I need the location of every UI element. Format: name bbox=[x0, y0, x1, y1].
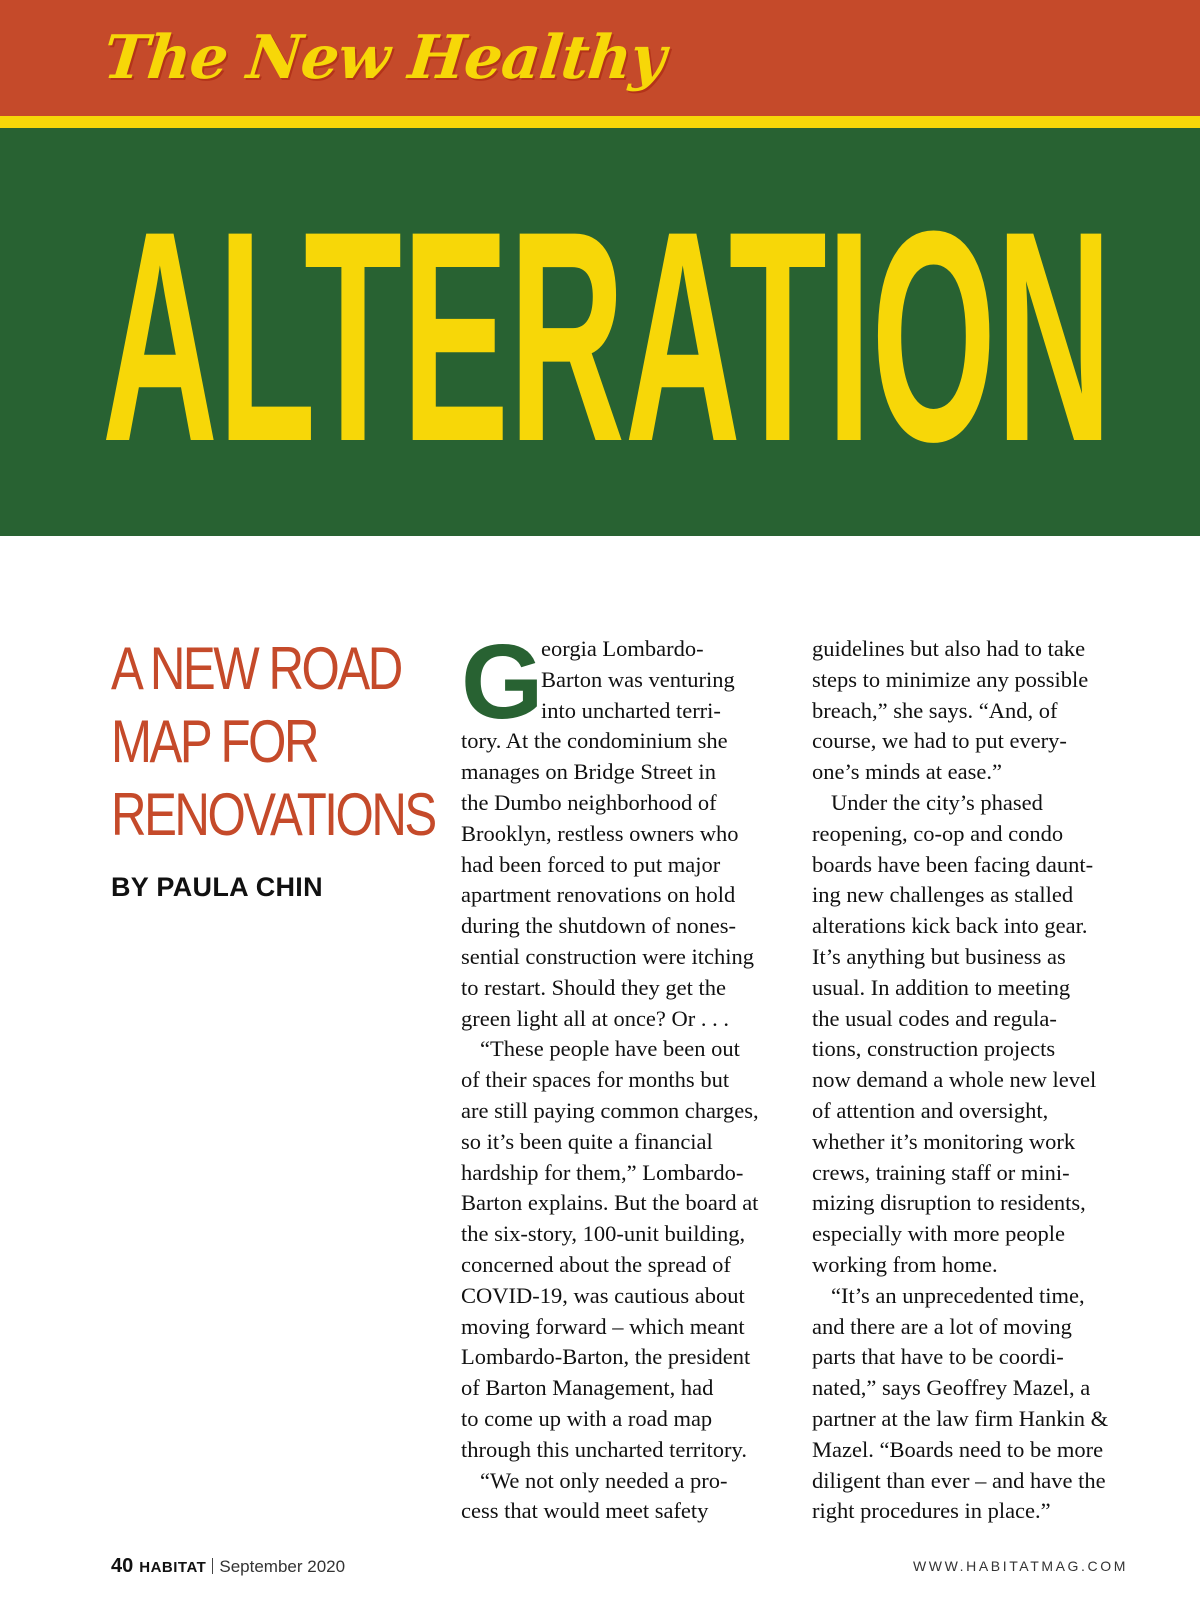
article-line: hardship for them,” Lombardo- bbox=[461, 1159, 744, 1185]
article-line: Barton explains. But the board at bbox=[461, 1190, 759, 1216]
article-line: of attention and oversight, bbox=[812, 1097, 1049, 1123]
article-line: cess that would meet safety bbox=[461, 1498, 709, 1524]
article-line: usual. In addition to meeting bbox=[812, 974, 1071, 1000]
article-line: concerned about the spread of bbox=[461, 1251, 731, 1277]
drop-cap: G bbox=[461, 623, 544, 741]
deck-title bbox=[111, 632, 435, 851]
article-line: alterations kick back into gear. bbox=[812, 913, 1088, 939]
deck-line: A NEW ROAD bbox=[111, 635, 401, 702]
section-kicker: The New Healthy bbox=[100, 23, 669, 93]
kicker-band bbox=[0, 0, 1200, 116]
issue-date: September 2020 bbox=[219, 1557, 346, 1576]
article-line: through this uncharted territory. bbox=[461, 1436, 747, 1462]
article-line: Barton was venturing bbox=[541, 666, 735, 692]
article-line: one’s minds at ease.” bbox=[812, 759, 1002, 785]
article-line: “These people have been out bbox=[480, 1036, 740, 1062]
article-line: breach,” she says. “And, of bbox=[812, 697, 1058, 723]
deck-line: MAP FOR bbox=[111, 708, 318, 775]
article-line: tions, construction projects bbox=[812, 1036, 1056, 1062]
article-line: It’s anything but business as bbox=[812, 943, 1066, 969]
article-line: so it’s been quite a financial bbox=[461, 1128, 713, 1154]
article-line: to come up with a road map bbox=[461, 1405, 713, 1431]
article-line: green light all at once? Or . . . bbox=[461, 1005, 730, 1031]
page-number: 40 bbox=[111, 1555, 134, 1577]
article-line: had been forced to put major bbox=[461, 851, 721, 877]
article-line: apartment renovations on hold bbox=[461, 882, 736, 908]
article-line: into uncharted terri- bbox=[541, 697, 721, 723]
article-line: Lombardo-Barton, the president bbox=[461, 1344, 751, 1370]
article-line: the usual codes and regula- bbox=[812, 1005, 1057, 1031]
article-line: are still paying common charges, bbox=[461, 1097, 759, 1123]
article-line: partner at the law firm Hankin & bbox=[812, 1405, 1109, 1431]
headline-svg bbox=[102, 196, 1112, 456]
deck-line: RENOVATIONS bbox=[111, 781, 435, 848]
article-line: boards have been facing daunt- bbox=[812, 851, 1094, 877]
article-line: especially with more people bbox=[812, 1221, 1066, 1247]
article-line: working from home. bbox=[812, 1251, 998, 1277]
article-line: Mazel. “Boards need to be more bbox=[812, 1436, 1104, 1462]
article-line: diligent than ever – and have the bbox=[812, 1467, 1106, 1493]
article-line: sential construction were itching bbox=[461, 943, 755, 969]
article-line: course, we had to put every- bbox=[812, 728, 1067, 754]
article-column-1 bbox=[461, 623, 777, 1527]
article-line: parts that have to be coordi- bbox=[812, 1344, 1064, 1370]
article-line: steps to minimize any possible bbox=[812, 666, 1089, 692]
article-line: the six-story, 100-unit building, bbox=[461, 1221, 746, 1247]
article-line: to restart. Should they get the bbox=[461, 974, 726, 1000]
article-line: “We not only needed a pro- bbox=[480, 1467, 728, 1493]
article-line: crews, training staff or mini- bbox=[812, 1159, 1070, 1185]
article-line: eorgia Lombardo- bbox=[541, 636, 704, 661]
divider-stripe bbox=[0, 116, 1200, 128]
article-line: of their spaces for months but bbox=[461, 1067, 730, 1093]
article-line: of Barton Management, had bbox=[461, 1375, 714, 1401]
headline: ALTERATION bbox=[102, 196, 1112, 456]
page-footer bbox=[111, 1555, 345, 1578]
article-line: now demand a whole new level bbox=[812, 1067, 1097, 1093]
article-line: moving forward – which meant bbox=[461, 1313, 745, 1339]
article-line: tory. At the condominium she bbox=[461, 728, 728, 754]
article-line: Under the city’s phased bbox=[831, 789, 1043, 815]
article-line: “It’s an unprecedented time, bbox=[831, 1282, 1085, 1308]
article-line: COVID-19, was cautious about bbox=[461, 1282, 745, 1308]
article-line: ing new challenges as stalled bbox=[812, 882, 1074, 908]
article-line: and there are a lot of moving bbox=[812, 1313, 1072, 1339]
article-line: Brooklyn, restless owners who bbox=[461, 820, 739, 846]
article-line: nated,” says Geoffrey Mazel, a bbox=[812, 1375, 1091, 1401]
website-url: WWW.HABITATMAG.COM bbox=[912, 1558, 1128, 1574]
article-line: whether it’s monitoring work bbox=[812, 1128, 1076, 1154]
article-line: during the shutdown of nones- bbox=[461, 913, 736, 939]
magazine-name: HABITAT bbox=[139, 1559, 207, 1576]
article-line: reopening, co-op and condo bbox=[812, 820, 1064, 846]
byline: BY PAULA CHIN bbox=[111, 872, 323, 902]
article-line: mizing disruption to residents, bbox=[812, 1190, 1086, 1216]
article-line: right procedures in place.” bbox=[812, 1498, 1051, 1524]
article-column-2 bbox=[812, 634, 1128, 1527]
article-line: the Dumbo neighborhood of bbox=[461, 789, 717, 815]
article-line: guidelines but also had to take bbox=[812, 636, 1086, 661]
article-line: manages on Bridge Street in bbox=[461, 759, 716, 785]
footer-divider bbox=[212, 1558, 213, 1574]
